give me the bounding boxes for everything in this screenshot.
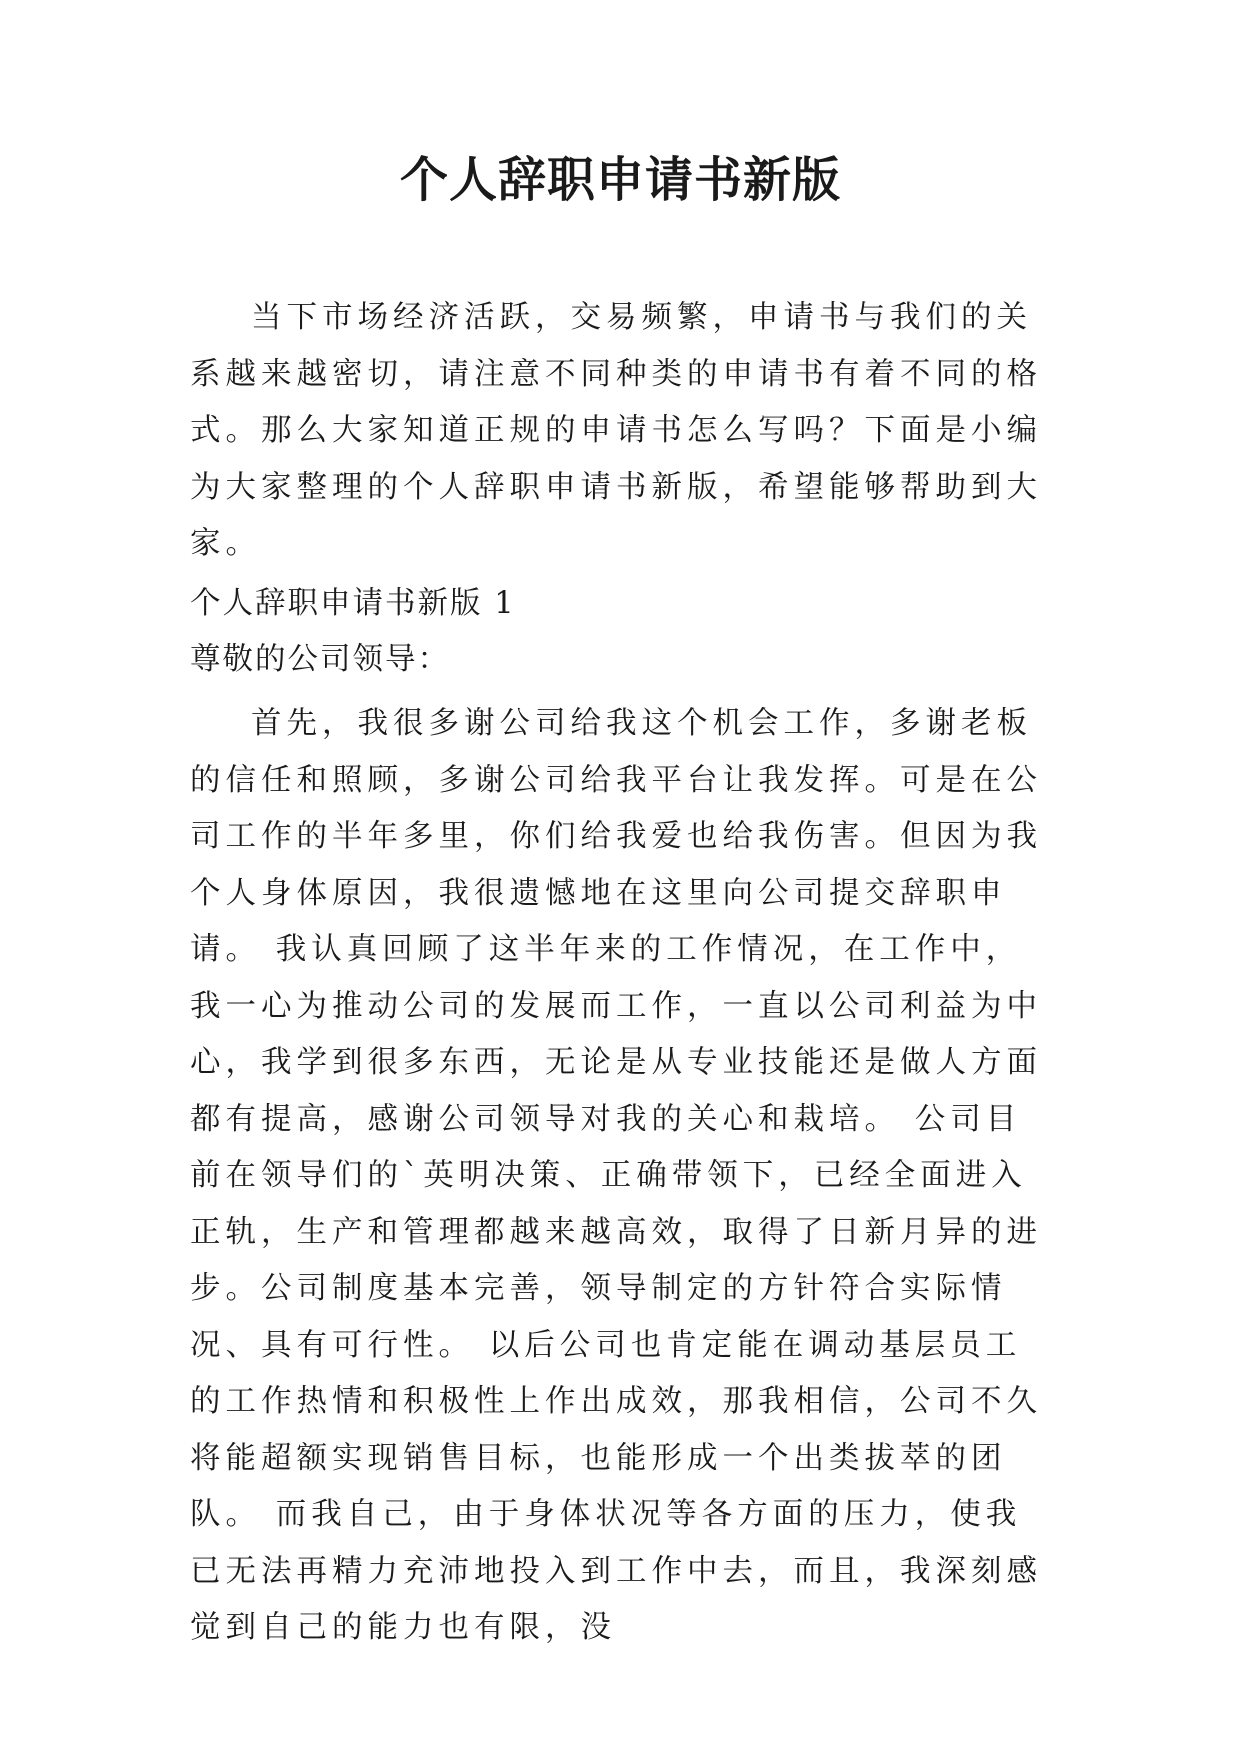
letter-paragraph: 首先，我很多谢公司给我这个机会工作，多谢老板的信任和照顾，多谢公司给我平台让我发挥。可是在公司工作的半年多里，你们给我爱也给我伤害。但因为我个人身体原因，我很遗憾地在这里向公司提交辞职申请。 我认真回顾了这半年来的工作情况，在工作中，我一心为推动公司的发展而工作，一直以公司利益为中心，我学到很多东西，无论是从专业技能还是做人方面都有提高，感谢公司领导对我的关心和栽培。 公司目前在领导们的`英明决策、正确带领下，已经全面进入正轨，生产和管理都越来越高效，取得了日新月异的进步。公司制度基本完善，领导制定的方针符合实际情况、具有可行性。 以后公司也肯定能在调动基层员工的工作热情和积极性上作出成效，那我相信，公司不久将能超额实现销售目标，也能形成一个出类拔萃的团队。 而我自己，由于身体状况等各方面的压力，使我已无法再精力充沛地投入到工作中去，而且，我深刻感觉到自己的能力也有限，没 [190, 706, 1042, 1645]
section-heading: 个人辞职申请书新版 1 [190, 586, 516, 621]
intro-paragraph: 当下市场经济活跃，交易频繁，申请书与我们的关系越来越密切，请注意不同种类的申请书有着不同的格式。那么大家知道正规的申请书怎么写吗？下面是小编为大家整理的个人辞职申请书新版，希望能够帮助到大家。 [190, 300, 1042, 561]
salutation: 尊敬的公司领导： [190, 642, 450, 677]
document-title: 个人辞职申请书新版 [399, 152, 841, 208]
